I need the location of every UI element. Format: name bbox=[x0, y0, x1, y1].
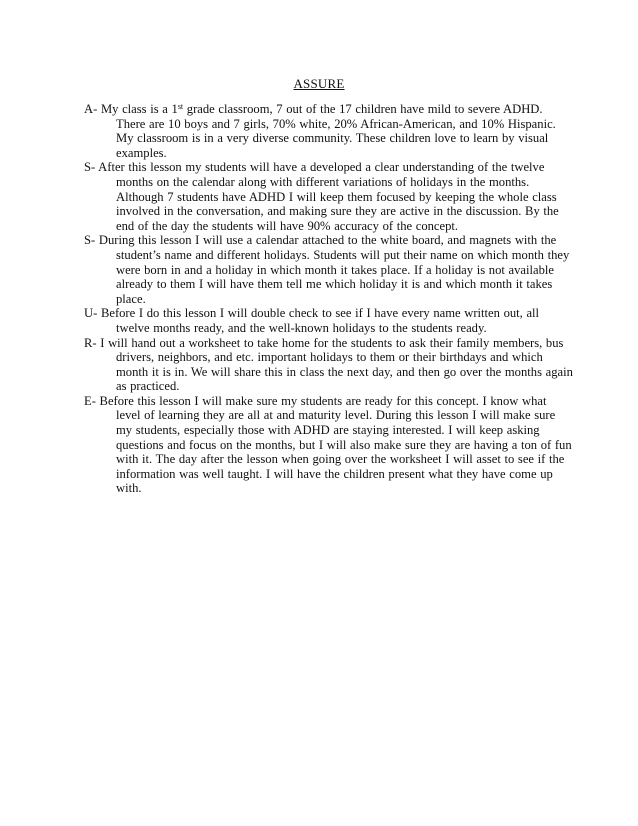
section-letter: A- bbox=[84, 102, 98, 116]
section-text-part: My class is a 1 bbox=[100, 102, 178, 116]
section-text: Before this lesson I will make sure my students are ready for this concept. I know what level of learning they are all at and maturity level. During this lesson I will make sure my students, especially those with ADHD are staying interested. I will keep asking questions and focus on the months, but I will also make sure they are having a ton of fun with it. The day after the lesson when going over the worksheet I will asset to see if the information was well taught. I will have the children present what they have come up with. bbox=[99, 393, 572, 496]
section-letter: R- bbox=[84, 335, 97, 350]
section-letter: S- bbox=[84, 233, 96, 248]
section-text: After this lesson my students will have a developed a clear understanding of the twelve months on the calendar along with different variations of holidays in the months. Although 7 students have ADHD I will keep them focused by keeping the whole class involved in the conversation, and making sure they are active in the discussion. By the end of the day the students will have 90% accuracy of the concept. bbox=[98, 160, 559, 233]
document-title: ASSURE bbox=[293, 76, 345, 91]
section-attention bbox=[84, 102, 574, 160]
section-evaluate bbox=[84, 394, 574, 496]
section-text: I will hand out a worksheet to take home for the students to ask their family members, bus drivers, neighbors, and etc. important holidays to them or their birthdays and which month it is in. We will share this in class the next day, and then go over the months again as practiced. bbox=[100, 335, 573, 394]
section-letter: U- bbox=[84, 306, 98, 321]
section-letter: E- bbox=[84, 393, 96, 408]
section-text: During this lesson I will use a calendar attached to the white board, and magnets with the student’s name and different holidays. Students will put their name on which month they were born in and a holiday in which month it takes place. If a holiday is not available already to them I will have them tell me which holiday it is and which month it takes place. bbox=[98, 233, 570, 306]
document-body bbox=[84, 102, 574, 496]
section-text: Before I do this lesson I will double check to see if I have every name written out, all twelve months ready, and the well-known holidays to the students ready. bbox=[100, 306, 540, 335]
section-letter: S- bbox=[84, 160, 96, 175]
section-require-participation bbox=[84, 336, 574, 394]
section-utilize-materials bbox=[84, 306, 574, 335]
section-text-part: grade classroom, 7 out of the 17 children have mild to severe ADHD. There are 10 boys and 7 girls, 70% white, 20% African-American, and 10% Hispanic. My classroom is in a very diverse community. These children love to learn by visual examples. bbox=[116, 102, 556, 160]
section-state-objectives bbox=[84, 160, 574, 233]
ordinal-suffix: st bbox=[177, 102, 184, 111]
section-select-methods bbox=[84, 233, 574, 306]
